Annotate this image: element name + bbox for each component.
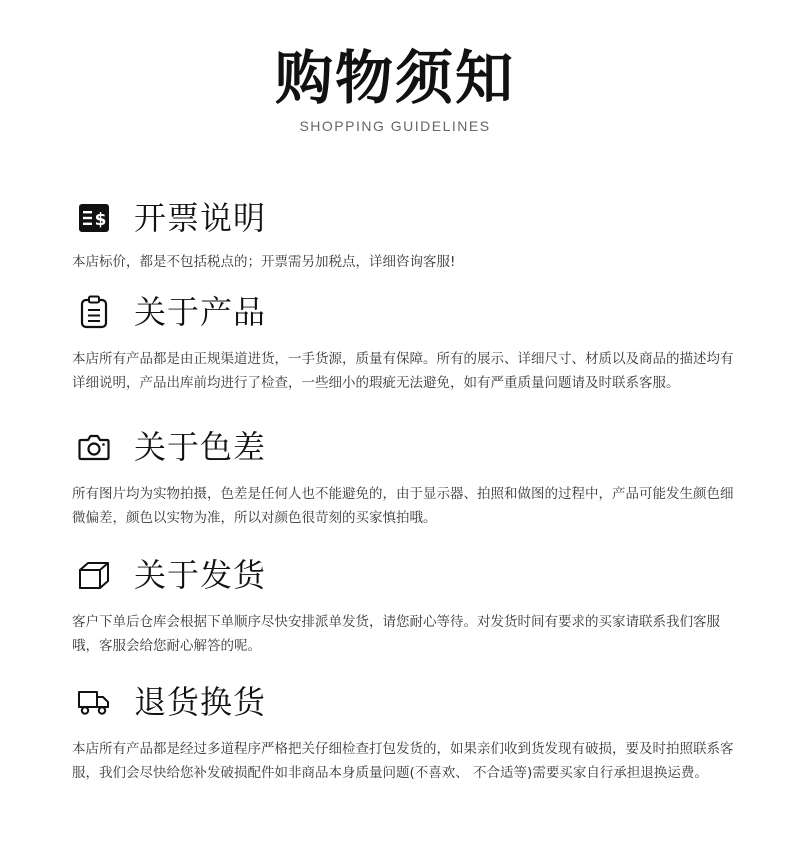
- section-text: 本店所有产品都是经过多道程序严格把关仔细检查打包发货的，如果亲们收到货发现有破损，要及时拍照联系客服，我们会尽快给您补发破损配件如非商品本身质量问题(不喜欢、 不合适等)需要买家自行承担退换运费。: [72, 741, 734, 781]
- section-head: [72, 425, 746, 469]
- section-returns: [72, 680, 746, 785]
- section-head: [72, 553, 746, 597]
- clipboard-icon: [72, 290, 116, 334]
- section-text: 所有图片均为实物拍摄，色差是任何人也不能避免的，由于显示器、拍照和做图的过程中，产品可能发生颜色细微偏差，颜色以实物为准，所以对颜色很苛刻的买家慎拍哦。: [72, 486, 734, 526]
- section-shipping: [72, 553, 746, 658]
- section-head: [72, 680, 746, 724]
- section-text: 本店标价，都是不包括税点的；开票需另加税点，详细咨询客服!: [72, 254, 456, 270]
- section-invoice: [72, 196, 746, 274]
- section-title: 开票说明: [134, 199, 267, 237]
- page-subtitle: SHOPPING GUIDELINES: [299, 118, 491, 134]
- section-products: [72, 290, 746, 395]
- section-title: 关于发货: [134, 556, 267, 594]
- section-text: 客户下单后仓库会根据下单顺序尽快安排派单发货，请您耐心等待。对发货时间有要求的买家请联系我们客服哦，客服会给您耐心解答的呢。: [72, 614, 720, 654]
- section-head: [72, 196, 746, 240]
- section-title: 关于产品: [134, 293, 267, 331]
- section-color: [72, 425, 746, 530]
- svg-text:$: $: [94, 210, 107, 230]
- section-head: [72, 290, 746, 334]
- delivery-truck-icon: [72, 680, 116, 724]
- page-header: [0, 42, 790, 134]
- camera-icon: [72, 425, 116, 469]
- section-title: 退货换货: [134, 683, 267, 721]
- section-text: 本店所有产品都是由正规渠道进货，一手货源，质量有保障。所有的展示、详细尺寸、材质以及商品的描述均有详细说明，产品出库前均进行了检查，一些细小的瑕疵无法避免，如有严重质量问题请及时联系客服。: [72, 351, 734, 391]
- page-title: 购物须知: [274, 44, 515, 112]
- section-title: 关于色差: [134, 428, 267, 466]
- box-icon: [72, 553, 116, 597]
- invoice-dollar-icon: [72, 196, 116, 240]
